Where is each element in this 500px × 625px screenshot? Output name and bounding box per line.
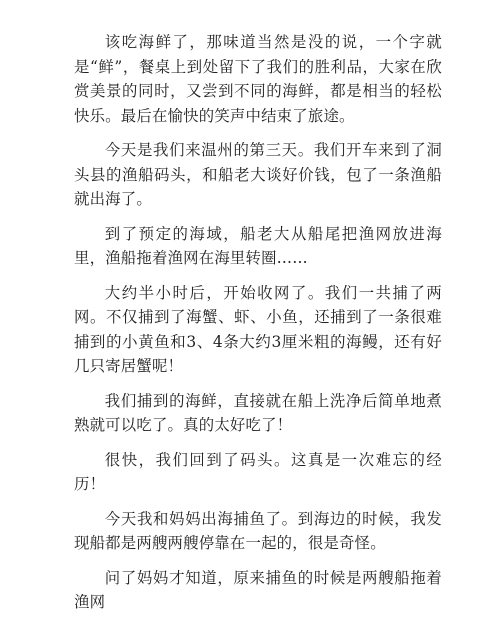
paragraph-3: 到了预定的海域，船老大从船尾把渔网放进海里，渔船拖着渔网在海里转圈…… [74,224,442,267]
paragraph-4: 大约半小时后，开始收网了。我们一共捕了两网。不仅捕到了海蟹、虾、小鱼，还捕到了一条很难捕到的小黄鱼和3、4条大约3厘米粗的海鳗，还有好几只寄居蟹呢！ [74,283,442,375]
paragraph-7: 今天我和妈妈出海捕鱼了。到海边的时候，我发现船都是两艘两艘停靠在一起的，很是奇怪。 [74,509,442,552]
article-body [74,30,442,625]
paragraph-5: 我们捕到的海鲜，直接就在船上洗净后简单地煮熟就可以吃了。真的太好吃了！ [74,391,442,434]
paragraph-2: 今天是我们来温州的第三天。我们开车来到了洞头县的渔船码头，和船老大谈好价钱，包了一条渔船就出海了。 [74,141,442,208]
paragraph-6: 很快，我们回到了码头。这真是一次难忘的经历！ [74,450,442,493]
paragraph-1: 该吃海鲜了，那味道当然是没的说，一个字就是“鲜”，餐桌上到处留下了我们的胜利品，大家在欣赏美景的同时，又尝到不同的海鲜，都是相当的轻松快乐。最后在愉快的笑声中结束了旅途。 [74,33,442,125]
paragraph-8: 问了妈妈才知道，原来捕鱼的时候是两艘船拖着渔网 [74,568,442,611]
